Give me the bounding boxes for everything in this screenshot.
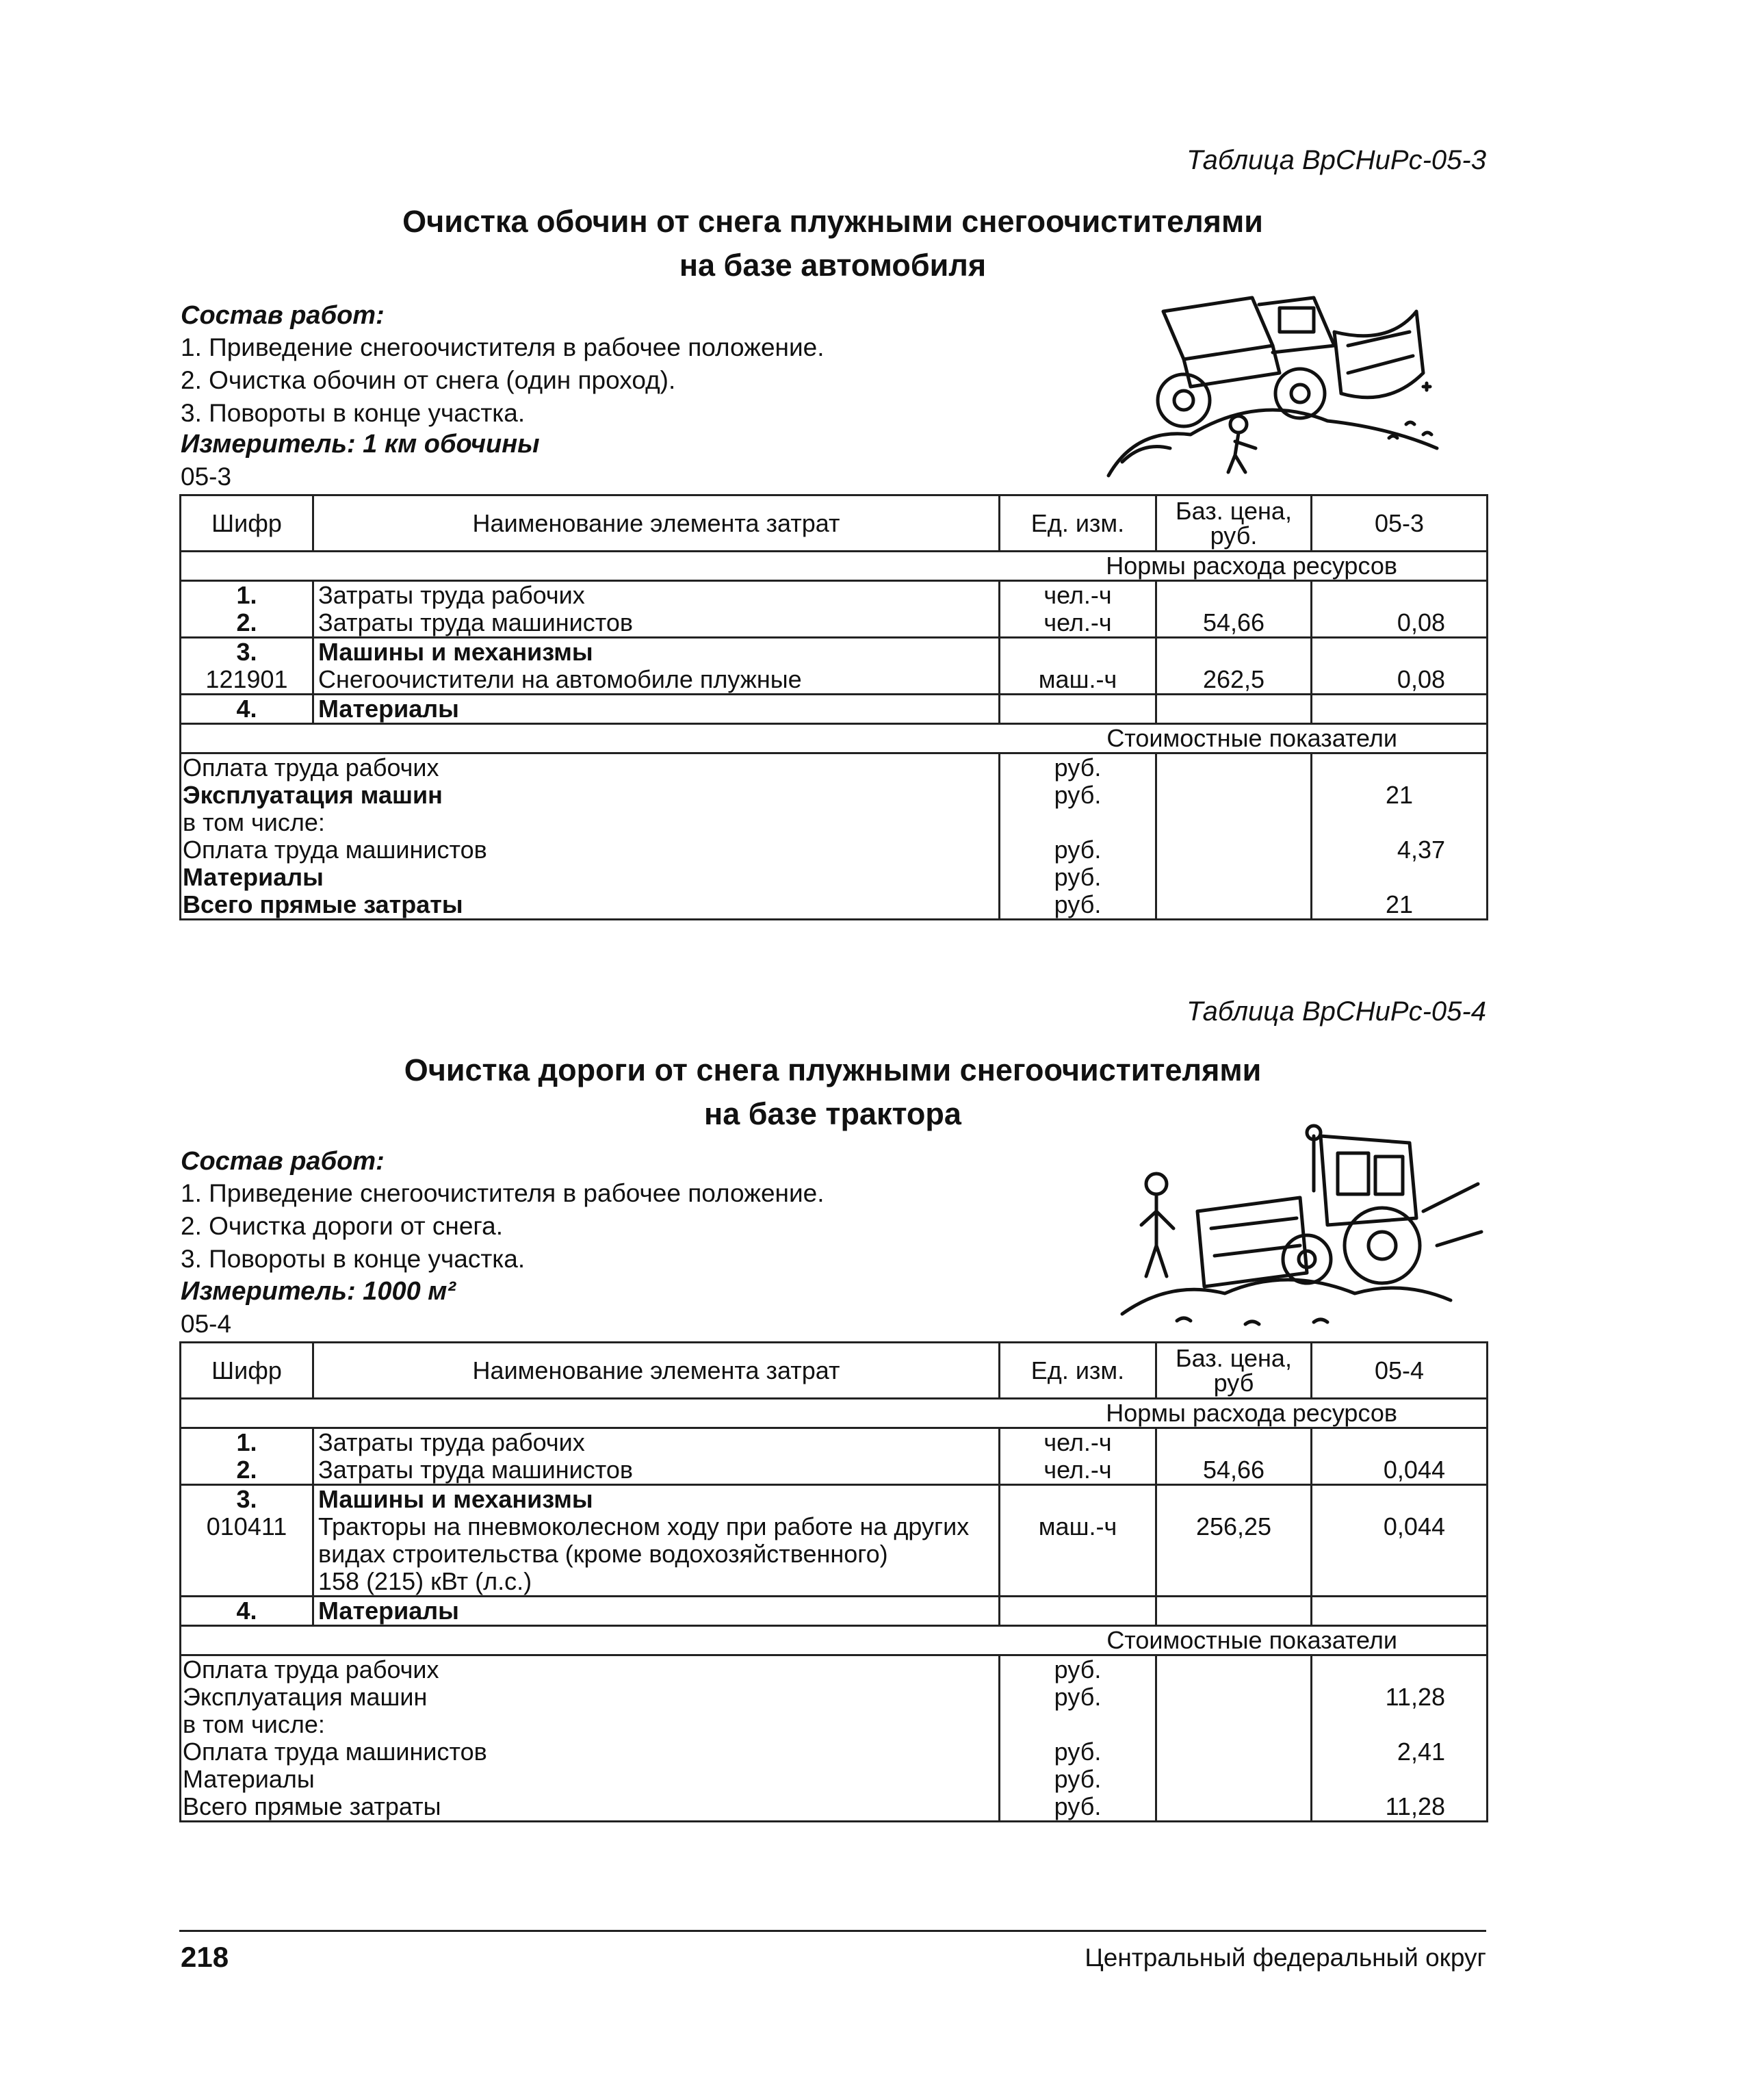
header-cell: Ед. изм. bbox=[1000, 1343, 1156, 1399]
work-heading: Состав работ: bbox=[181, 1147, 385, 1176]
resource-table bbox=[179, 494, 1488, 920]
cost-value bbox=[1312, 1711, 1488, 1738]
work-item: 2. Очистка дороги от снега. bbox=[181, 1212, 503, 1240]
cost-name: Всего прямые затраты bbox=[181, 1793, 1000, 1822]
cost-price bbox=[1156, 864, 1312, 891]
table-row bbox=[181, 609, 1488, 638]
row-unit: маш.-ч bbox=[1000, 666, 1156, 695]
row-value: 0,08 bbox=[1312, 609, 1488, 638]
cost-value: 21 bbox=[1312, 782, 1488, 809]
row-name-line: 158 (215) кВт (л.с.) bbox=[318, 1567, 532, 1595]
row-value bbox=[1312, 695, 1488, 724]
row-name: Затраты труда рабочих bbox=[313, 581, 1000, 610]
cost-name: Материалы bbox=[181, 1766, 1000, 1793]
cost-value: 21 bbox=[1312, 891, 1488, 920]
cost-name: Эксплуатация машин bbox=[181, 782, 1000, 809]
row-name: Машины и механизмы bbox=[313, 638, 1000, 667]
cost-row bbox=[181, 864, 1488, 891]
work-list bbox=[181, 1177, 825, 1276]
title-line: Очистка дороги от снега плужными снегоочистителями bbox=[404, 1053, 1262, 1087]
cost-name: Оплата труда машинистов bbox=[181, 836, 1000, 864]
cost-unit: руб. bbox=[1000, 782, 1156, 809]
table-header-row bbox=[181, 495, 1488, 552]
row-price bbox=[1156, 1485, 1312, 1514]
cost-unit: руб. bbox=[1000, 836, 1156, 864]
row-code: 3. bbox=[181, 1485, 313, 1514]
cost-price bbox=[1156, 1738, 1312, 1766]
work-list bbox=[181, 331, 825, 430]
cost-unit: руб. bbox=[1000, 1683, 1156, 1711]
row-code: 2. bbox=[181, 609, 313, 638]
cost-unit: руб. bbox=[1000, 1655, 1156, 1684]
cost-price bbox=[1156, 891, 1312, 920]
header-cell: Баз. цена, руб bbox=[1156, 1343, 1312, 1399]
cost-value: 11,28 bbox=[1312, 1793, 1488, 1822]
snowplow-truck-illustration bbox=[1095, 270, 1451, 482]
row-code: 1. bbox=[181, 581, 313, 610]
code-label: 05-3 bbox=[181, 463, 232, 491]
cost-price bbox=[1156, 836, 1312, 864]
page-number: 218 bbox=[181, 1941, 229, 1973]
cost-unit: руб. bbox=[1000, 891, 1156, 920]
row-code: 4. bbox=[181, 1597, 313, 1626]
row-unit bbox=[1000, 1485, 1156, 1514]
header-cell: Баз. цена, руб. bbox=[1156, 495, 1312, 552]
header-cell: Шифр bbox=[181, 495, 313, 552]
header-cell: 05-4 bbox=[1312, 1343, 1488, 1399]
cost-name: Эксплуатация машин bbox=[181, 1683, 1000, 1711]
title-line: на базе автомобиля bbox=[679, 248, 987, 283]
cost-value: 2,41 bbox=[1312, 1738, 1488, 1766]
cost-name: Всего прямые затраты bbox=[181, 891, 1000, 920]
row-value bbox=[1312, 1485, 1488, 1514]
work-item: 2. Очистка обочин от снега (один проход). bbox=[181, 366, 676, 394]
cost-price bbox=[1156, 1793, 1312, 1822]
resource-table bbox=[179, 1341, 1488, 1822]
row-name: Материалы bbox=[313, 1597, 1000, 1626]
cost-price bbox=[1156, 1683, 1312, 1711]
cost-unit: руб. bbox=[1000, 1793, 1156, 1822]
work-heading: Состав работ: bbox=[181, 301, 385, 330]
header-cell: Наименование элемента затрат bbox=[313, 495, 1000, 552]
table-tag: Таблица ВрСНиРс-05-3 bbox=[1186, 145, 1486, 175]
cost-row bbox=[181, 782, 1488, 809]
header-cell: Наименование элемента затрат bbox=[313, 1343, 1000, 1399]
row-unit: чел.-ч bbox=[1000, 1456, 1156, 1485]
cost-row bbox=[181, 1793, 1488, 1822]
table-row bbox=[181, 581, 1488, 610]
work-item: 1. Приведение снегоочистителя в рабочее положение. bbox=[181, 333, 825, 361]
cost-row bbox=[181, 809, 1488, 836]
measure-unit: Измеритель: 1000 м² bbox=[181, 1277, 456, 1306]
table-header-row bbox=[181, 1343, 1488, 1399]
measure-unit: Измеритель: 1 км обочины bbox=[181, 430, 540, 459]
row-value bbox=[1312, 638, 1488, 667]
cost-row bbox=[181, 1766, 1488, 1793]
row-name-line: Тракторы на пневмоколесном ходу при работе на других bbox=[318, 1512, 970, 1540]
cost-unit bbox=[1000, 1711, 1156, 1738]
title-line: на базе трактора bbox=[704, 1096, 961, 1131]
row-code: 1. bbox=[181, 1428, 313, 1457]
norms-label: Нормы расхода ресурсов bbox=[181, 552, 1488, 581]
cost-label: Стоимостные показатели bbox=[181, 1626, 1488, 1655]
row-price: 256,25 bbox=[1156, 1513, 1312, 1597]
row-code: 3. bbox=[181, 638, 313, 667]
cost-value: 4,37 bbox=[1312, 836, 1488, 864]
table-row bbox=[181, 695, 1488, 724]
row-price bbox=[1156, 1597, 1312, 1626]
cost-row bbox=[181, 1711, 1488, 1738]
table-row bbox=[181, 1428, 1488, 1457]
row-unit bbox=[1000, 638, 1156, 667]
cost-row bbox=[181, 1738, 1488, 1766]
table-row bbox=[181, 666, 1488, 695]
cost-name: Оплата труда рабочих bbox=[181, 753, 1000, 782]
work-item: 3. Повороты в конце участка. bbox=[181, 399, 526, 427]
cost-label-row bbox=[181, 724, 1488, 753]
cost-value bbox=[1312, 753, 1488, 782]
code-label: 05-4 bbox=[181, 1310, 232, 1338]
cost-unit: руб. bbox=[1000, 1766, 1156, 1793]
row-name: Снегоочистители на автомобиле плужные bbox=[313, 666, 1000, 695]
row-value bbox=[1312, 1428, 1488, 1457]
row-name: Затраты труда машинистов bbox=[313, 1456, 1000, 1485]
row-name bbox=[313, 1513, 1000, 1597]
row-value: 0,044 bbox=[1312, 1456, 1488, 1485]
footer-rule bbox=[179, 1930, 1486, 1932]
row-code: 4. bbox=[181, 695, 313, 724]
row-price bbox=[1156, 1428, 1312, 1457]
cost-row bbox=[181, 1683, 1488, 1711]
cost-price bbox=[1156, 753, 1312, 782]
cost-price bbox=[1156, 782, 1312, 809]
table-row bbox=[181, 638, 1488, 667]
row-value: 0,044 bbox=[1312, 1513, 1488, 1597]
row-name: Затраты труда рабочих bbox=[313, 1428, 1000, 1457]
row-unit: чел.-ч bbox=[1000, 609, 1156, 638]
row-unit bbox=[1000, 1597, 1156, 1626]
cost-unit bbox=[1000, 809, 1156, 836]
row-unit bbox=[1000, 695, 1156, 724]
norms-label-row bbox=[181, 1399, 1488, 1428]
row-value bbox=[1312, 1597, 1488, 1626]
cost-name: Оплата труда рабочих bbox=[181, 1655, 1000, 1684]
table-row bbox=[181, 1597, 1488, 1626]
cost-label: Стоимостные показатели bbox=[181, 724, 1488, 753]
header-cell: Шифр bbox=[181, 1343, 313, 1399]
cost-name: в том числе: bbox=[181, 809, 1000, 836]
table-tag: Таблица ВрСНиРс-05-4 bbox=[1186, 996, 1486, 1027]
header-cell: 05-3 bbox=[1312, 495, 1488, 552]
row-unit: чел.-ч bbox=[1000, 1428, 1156, 1457]
work-item: 3. Повороты в конце участка. bbox=[181, 1245, 526, 1273]
cost-row bbox=[181, 891, 1488, 920]
footer-region: Центральный федеральный округ bbox=[1085, 1944, 1486, 1972]
cost-label-row bbox=[181, 1626, 1488, 1655]
row-price bbox=[1156, 638, 1312, 667]
cost-row bbox=[181, 836, 1488, 864]
cost-value bbox=[1312, 864, 1488, 891]
row-unit: маш.-ч bbox=[1000, 1513, 1156, 1597]
cost-price bbox=[1156, 809, 1312, 836]
row-price: 54,66 bbox=[1156, 609, 1312, 638]
cost-value bbox=[1312, 1766, 1488, 1793]
row-name: Материалы bbox=[313, 695, 1000, 724]
table-row bbox=[181, 1513, 1488, 1597]
row-name: Машины и механизмы bbox=[313, 1485, 1000, 1514]
cost-unit: руб. bbox=[1000, 864, 1156, 891]
row-value: 0,08 bbox=[1312, 666, 1488, 695]
snowplow-tractor-illustration bbox=[1108, 1109, 1492, 1334]
cost-value: 11,28 bbox=[1312, 1683, 1488, 1711]
cost-unit: руб. bbox=[1000, 1738, 1156, 1766]
cost-price bbox=[1156, 1655, 1312, 1684]
cost-name: Оплата труда машинистов bbox=[181, 1738, 1000, 1766]
row-code: 010411 bbox=[181, 1513, 313, 1597]
cost-name: в том числе: bbox=[181, 1711, 1000, 1738]
header-cell: Ед. изм. bbox=[1000, 495, 1156, 552]
cost-row bbox=[181, 1655, 1488, 1684]
cost-name: Материалы bbox=[181, 864, 1000, 891]
row-price: 54,66 bbox=[1156, 1456, 1312, 1485]
table-row bbox=[181, 1456, 1488, 1485]
table-row bbox=[181, 1485, 1488, 1514]
norms-label: Нормы расхода ресурсов bbox=[181, 1399, 1488, 1428]
work-item: 1. Приведение снегоочистителя в рабочее положение. bbox=[181, 1179, 825, 1207]
title-line: Очистка обочин от снега плужными снегоочистителями bbox=[402, 204, 1263, 239]
cost-unit: руб. bbox=[1000, 753, 1156, 782]
norms-label-row bbox=[181, 552, 1488, 581]
row-unit: чел.-ч bbox=[1000, 581, 1156, 610]
row-name-line: видах строительства (кроме водохозяйственного) bbox=[318, 1540, 888, 1568]
cost-price bbox=[1156, 1766, 1312, 1793]
cost-price bbox=[1156, 1711, 1312, 1738]
cost-row bbox=[181, 753, 1488, 782]
cost-value bbox=[1312, 809, 1488, 836]
row-name: Затраты труда машинистов bbox=[313, 609, 1000, 638]
row-value bbox=[1312, 581, 1488, 610]
row-price bbox=[1156, 695, 1312, 724]
row-price bbox=[1156, 581, 1312, 610]
row-code: 121901 bbox=[181, 666, 313, 695]
row-code: 2. bbox=[181, 1456, 313, 1485]
cost-value bbox=[1312, 1655, 1488, 1684]
row-price: 262,5 bbox=[1156, 666, 1312, 695]
